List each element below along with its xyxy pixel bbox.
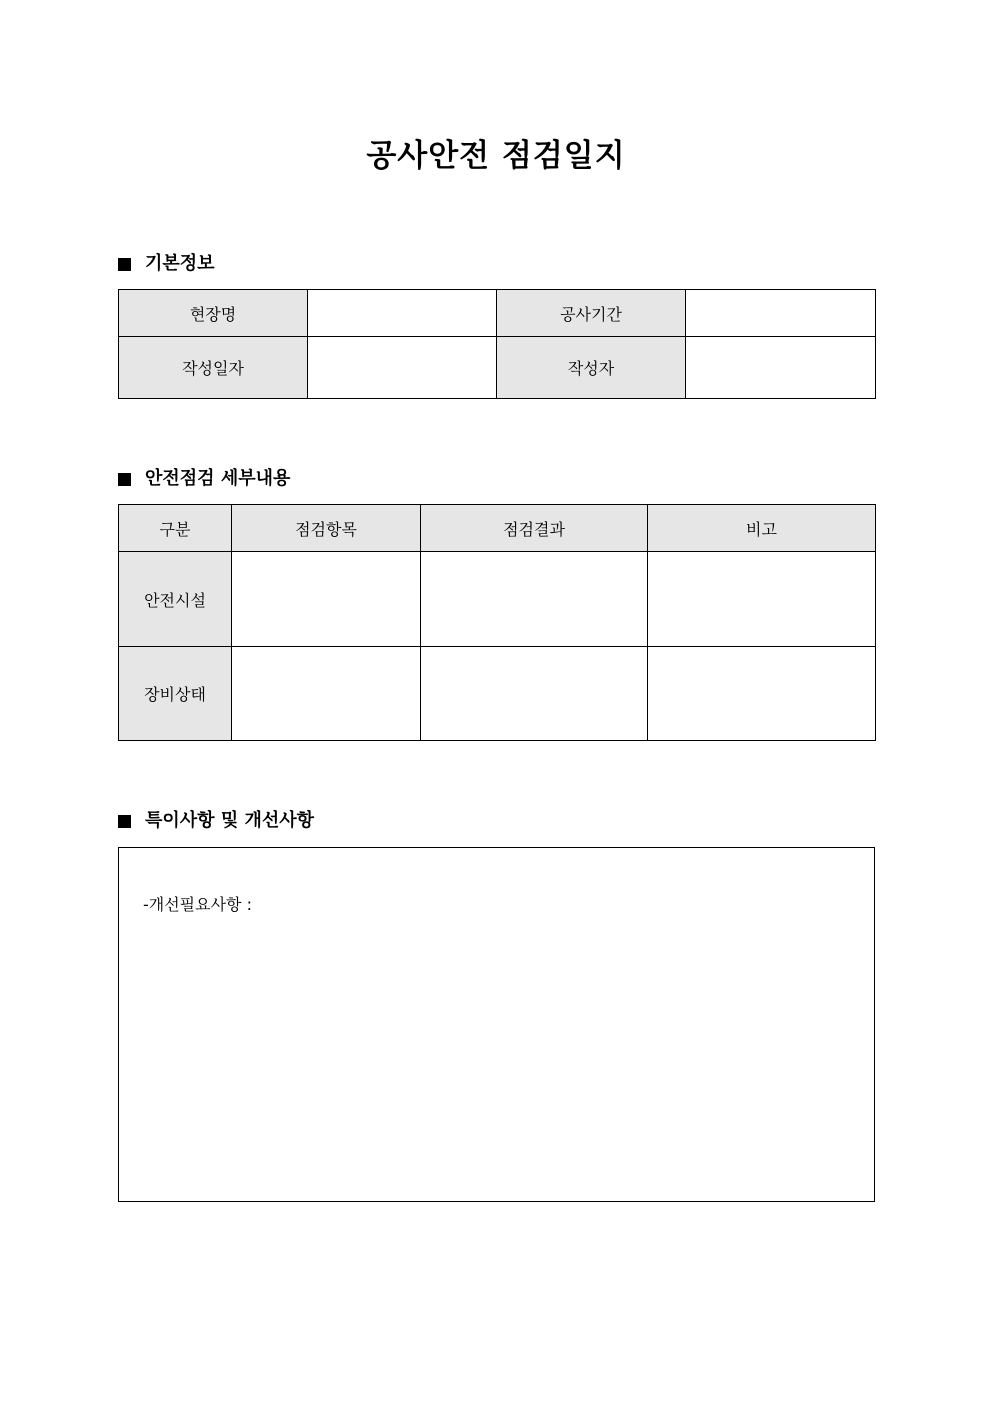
- site-name-field[interactable]: [308, 290, 497, 337]
- table-row: [119, 647, 876, 741]
- basic-info-table: [118, 289, 876, 399]
- inspection-result-cell[interactable]: [421, 552, 648, 647]
- inspection-heading-text: 안전점검 세부내용: [145, 468, 291, 489]
- author-label: 작성자: [497, 337, 686, 399]
- author-field[interactable]: [686, 337, 876, 399]
- column-header-item: 점검항목: [232, 505, 421, 552]
- inspection-table: [118, 504, 876, 741]
- inspection-heading: [118, 467, 290, 491]
- inspection-item-cell[interactable]: [232, 647, 421, 741]
- notes-heading-text: 특이사항 및 개선사항: [145, 810, 315, 831]
- notes-box[interactable]: [118, 847, 875, 1202]
- inspection-note-cell[interactable]: [648, 552, 876, 647]
- inspection-item-cell[interactable]: [232, 552, 421, 647]
- column-header-result: 점검결과: [421, 505, 648, 552]
- date-field[interactable]: [308, 337, 497, 399]
- basic-info-row: [119, 337, 876, 399]
- notes-heading: [118, 809, 314, 833]
- period-label: 공사기간: [497, 290, 686, 337]
- improvement-needed-line: -개선필요사항 :: [143, 895, 252, 914]
- column-header-note: 비고: [648, 505, 876, 552]
- basic-info-heading-text: 기본정보: [145, 253, 215, 274]
- basic-info-heading: [118, 252, 215, 276]
- inspection-result-cell[interactable]: [421, 647, 648, 741]
- basic-info-row: [119, 290, 876, 337]
- square-bullet-icon: [118, 258, 131, 271]
- column-header-category: 구분: [119, 505, 232, 552]
- inspection-header-row: [119, 505, 876, 552]
- date-label: 작성일자: [119, 337, 308, 399]
- square-bullet-icon: [118, 473, 131, 486]
- inspection-note-cell[interactable]: [648, 647, 876, 741]
- table-row: [119, 552, 876, 647]
- square-bullet-icon: [118, 815, 131, 828]
- row-category-label: 안전시설: [119, 552, 232, 647]
- row-category-label: 장비상태: [119, 647, 232, 741]
- document-title: 공사안전 점검일지: [366, 138, 626, 174]
- period-field[interactable]: [686, 290, 876, 337]
- site-name-label: 현장명: [119, 290, 308, 337]
